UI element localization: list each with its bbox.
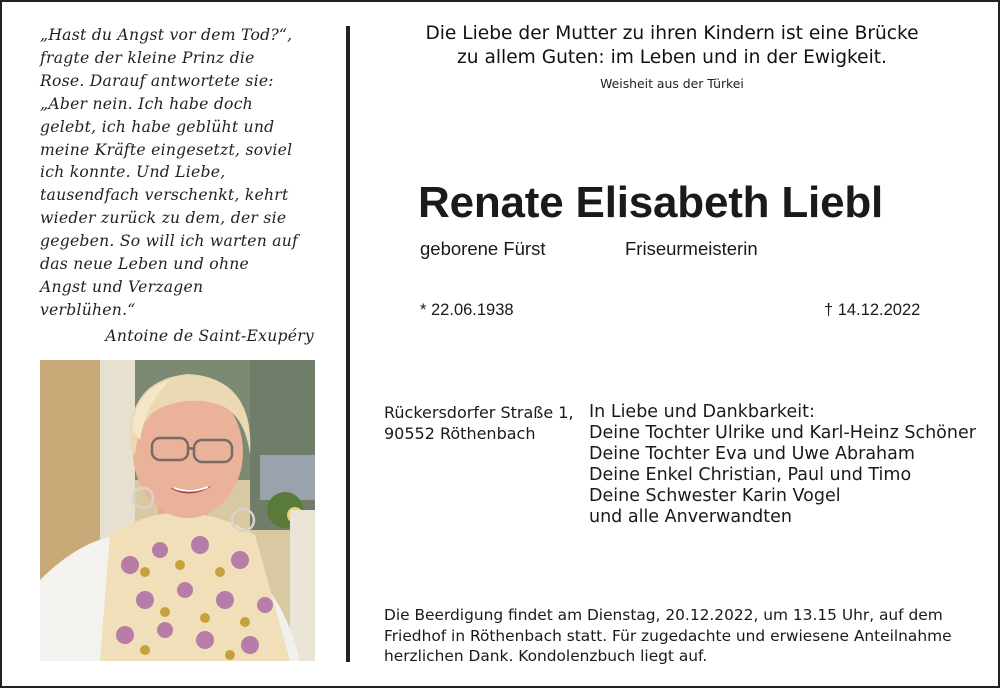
- mourner-entry: Deine Tochter Eva und Uwe Abraham: [589, 444, 915, 464]
- mourner-entry: Deine Tochter Ulrike und Karl-Heinz Schöner: [589, 423, 976, 443]
- notice-line: herzlichen Dank. Kondolenzbuch liegt auf.: [384, 647, 708, 665]
- mourner-entry: und alle Anverwandten: [589, 507, 792, 527]
- birth-date: * 22.06.1938: [420, 301, 514, 319]
- notice-line: Friedhof in Röthenbach statt. Für zugedachte und erwiesene Anteilnahme: [384, 626, 952, 645]
- deceased-name: Renate Elisabeth Liebl: [418, 178, 884, 227]
- quote-line: zu allem Guten: im Leben und in der Ewigkeit.: [457, 47, 887, 68]
- poem-line: gelebt, ich habe geblüht und: [40, 117, 275, 136]
- mourner-entry: Deine Enkel Christian, Paul und Timo: [589, 465, 912, 485]
- mourner-entry: Deine Schwester Karin Vogel: [589, 486, 841, 506]
- vertical-divider: [346, 26, 350, 662]
- poem-author: Antoine de Saint-Exupéry: [105, 326, 314, 345]
- quote-source: Weisheit aus der Türkei: [600, 76, 744, 91]
- mourners-list: [589, 402, 976, 528]
- profession: Friseurmeisterin: [625, 238, 758, 259]
- poem-line: fragte der kleine Prinz die: [40, 48, 255, 67]
- poem-line: gegeben. So will ich warten auf: [40, 232, 299, 251]
- poem-line: das neue Leben und ohne: [40, 255, 250, 274]
- quote-text: [360, 22, 984, 70]
- notice-line: Die Beerdigung findet am Dienstag, 20.12.2022, um 13.15 Uhr, auf dem: [384, 606, 943, 624]
- quote-line: Die Liebe der Mutter zu ihren Kindern ist eine Brücke: [425, 23, 919, 44]
- poem-line: Angst und Verzagen: [40, 277, 204, 296]
- poem-line: „Aber nein. Ich habe doch: [40, 94, 253, 113]
- poem-line: wieder zurück zu dem, der sie: [40, 209, 287, 228]
- portrait-photo: [40, 360, 315, 661]
- mourners-heading: In Liebe und Dankbarkeit:: [589, 402, 815, 422]
- poem-line: Rose. Darauf antwortete sie:: [40, 71, 274, 90]
- poem-line: meine Kräfte eingesetzt, soviel: [40, 140, 293, 159]
- poem-line: verblühen.“: [40, 300, 136, 319]
- poem-block: [40, 24, 340, 348]
- poem-line: ich konnte. Und Liebe,: [40, 163, 226, 182]
- death-date: † 14.12.2022: [824, 301, 921, 319]
- poem-line: „Hast du Angst vor dem Tod?“,: [40, 26, 293, 44]
- funeral-notice: [384, 605, 952, 667]
- address-line: Rückersdorfer Straße 1,: [384, 403, 574, 422]
- address-line: 90552 Röthenbach: [384, 424, 536, 443]
- address-block: [384, 402, 574, 444]
- maiden-name: geborene Fürst: [420, 238, 546, 259]
- poem-line: tausendfach verschenkt, kehrt: [40, 186, 289, 205]
